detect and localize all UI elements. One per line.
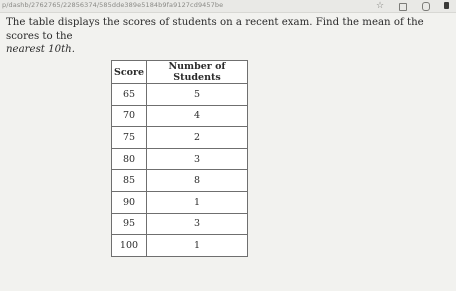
count-cell: 4 <box>147 105 248 127</box>
table-row <box>112 191 248 213</box>
star-icon[interactable]: ☆ <box>376 1 385 11</box>
score-cell: 100 <box>112 235 147 257</box>
score-cell: 75 <box>112 127 147 149</box>
count-cell: 1 <box>147 191 248 213</box>
table-row <box>112 170 248 192</box>
url-text[interactable]: p/dashb/2762765/22856374/585dde389e5184b9fa9127cd9457be <box>2 1 224 9</box>
table-row <box>112 127 248 149</box>
question-text <box>6 16 452 57</box>
score-cell: 85 <box>112 170 147 192</box>
table-header-row <box>112 61 248 84</box>
question-line-2: nearest 10th. <box>6 44 75 55</box>
count-cell: 8 <box>147 170 248 192</box>
count-cell: 2 <box>147 127 248 149</box>
count-cell: 1 <box>147 235 248 257</box>
score-cell: 65 <box>112 84 147 106</box>
scores-table <box>111 60 248 257</box>
header-score: Score <box>112 61 147 84</box>
tab-icon[interactable] <box>399 3 407 11</box>
table-row <box>112 105 248 127</box>
table-row <box>112 148 248 170</box>
score-cell: 95 <box>112 213 147 235</box>
table-row <box>112 84 248 106</box>
question-line-1: The table displays the scores of students on a recent exam. Find the mean of the scores to the <box>6 17 424 42</box>
extension-icon[interactable] <box>422 2 430 11</box>
score-cell: 70 <box>112 105 147 127</box>
count-cell: 5 <box>147 84 248 106</box>
count-cell: 3 <box>147 213 248 235</box>
score-cell: 90 <box>112 191 147 213</box>
table-row <box>112 235 248 257</box>
side-panel-icon[interactable] <box>444 2 449 9</box>
score-cell: 80 <box>112 148 147 170</box>
header-number-of-students: Number of Students <box>147 61 248 84</box>
browser-address-bar[interactable] <box>0 0 456 13</box>
table-row <box>112 213 248 235</box>
count-cell: 3 <box>147 148 248 170</box>
